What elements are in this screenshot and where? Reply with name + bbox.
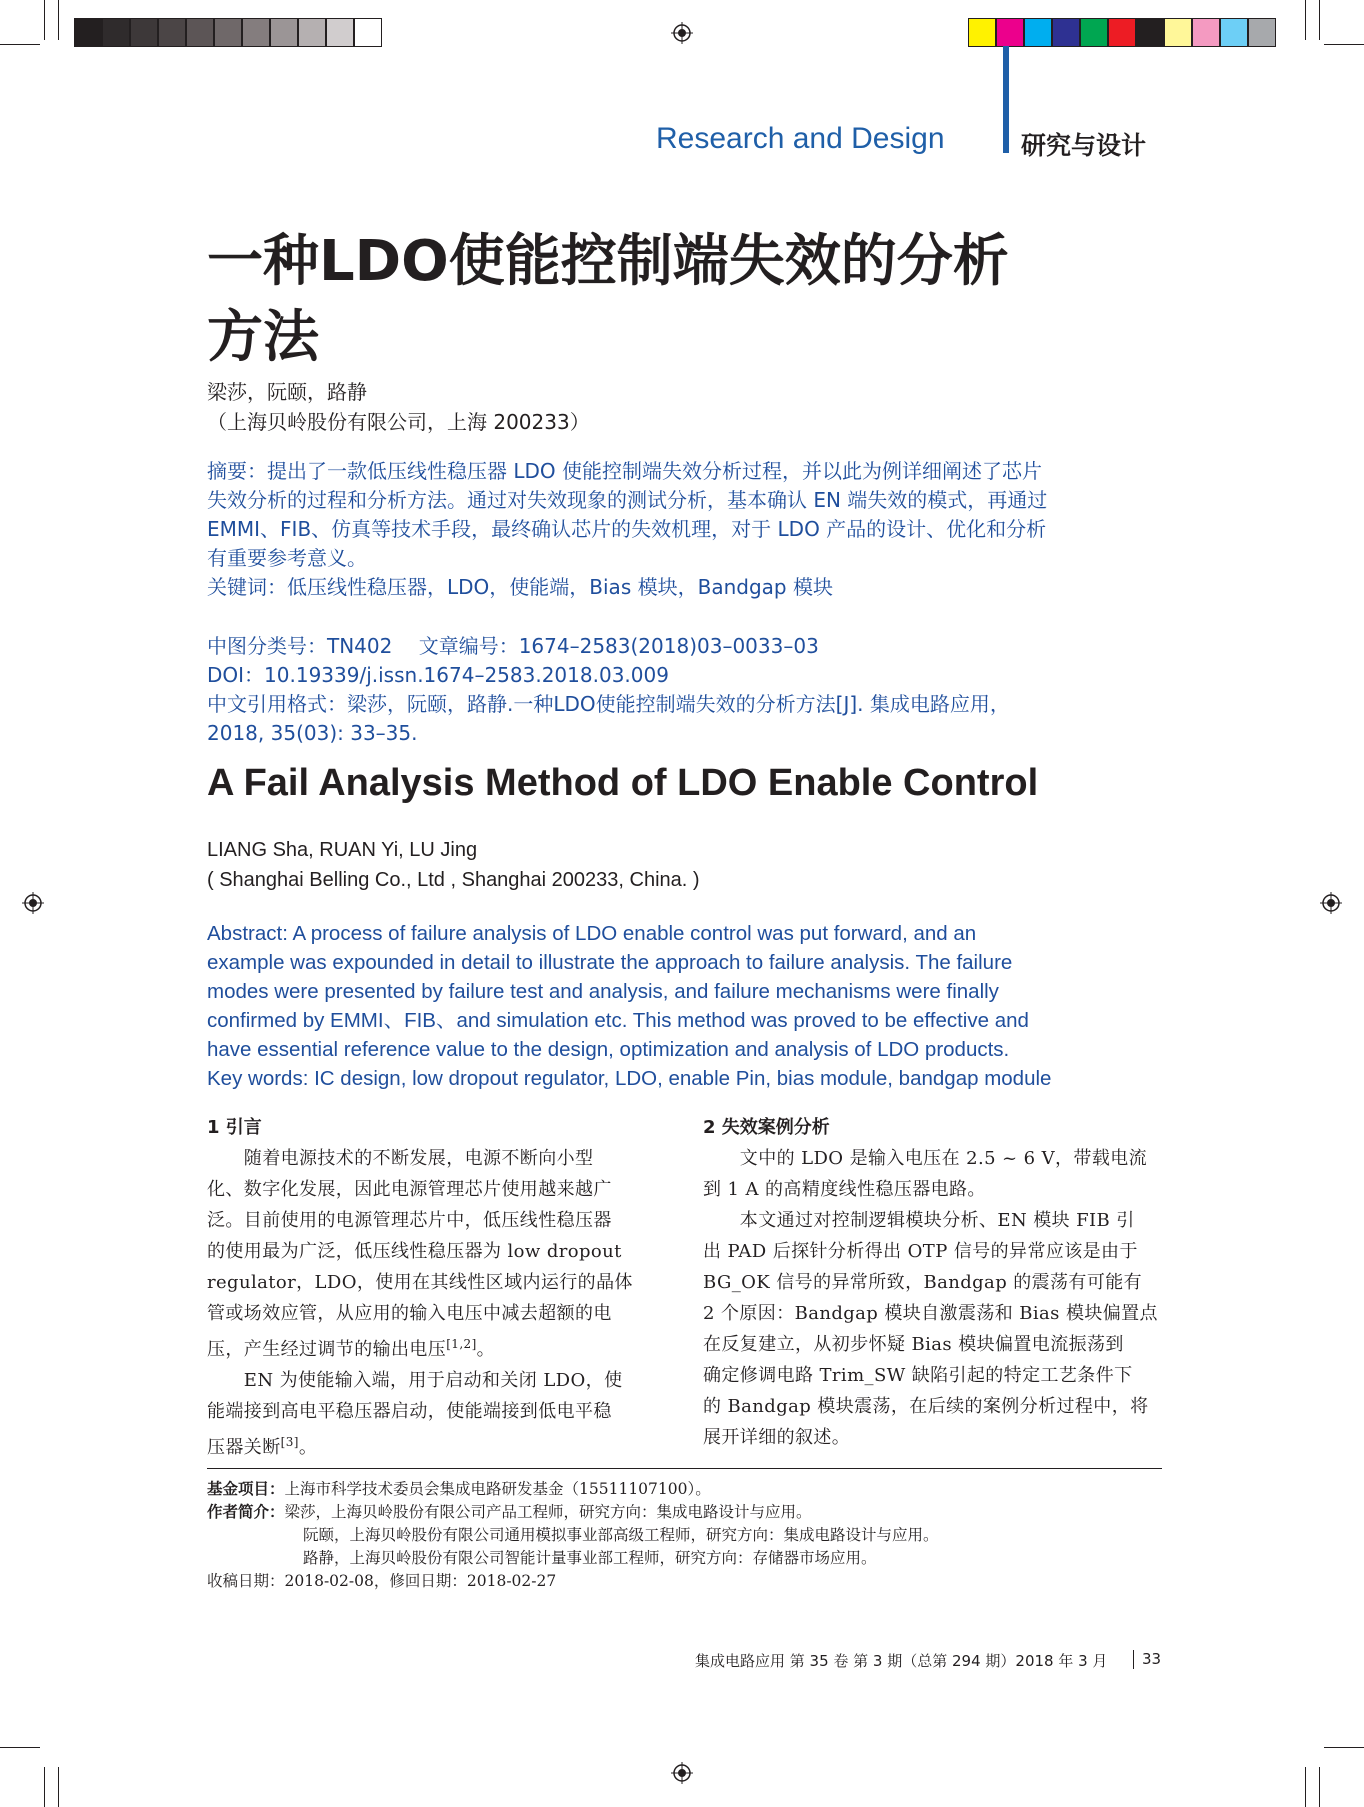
gray-swatch — [158, 18, 186, 47]
color-swatch — [1136, 18, 1164, 47]
color-swatch — [1192, 18, 1220, 47]
author-note — [207, 1501, 1167, 1524]
title-line: 一种LDO使能控制端失效的分析 — [207, 229, 1009, 294]
section-body — [207, 1143, 667, 1463]
color-swatch — [1248, 18, 1276, 47]
section-1 — [207, 1115, 667, 1463]
body-text: 。 — [476, 1339, 496, 1360]
body-text: 。 — [298, 1437, 318, 1458]
body-line — [207, 1427, 667, 1463]
color-swatch — [1108, 18, 1136, 47]
section-heading: 2 失效案例分析 — [703, 1117, 830, 1138]
fund-text: 上海市科学技术委员会集成电路研发基金（15511107100）。 — [284, 1480, 711, 1498]
affiliation-cn: （上海贝岭股份有限公司，上海 200233） — [207, 410, 590, 434]
author-label: 作者简介： — [207, 1503, 285, 1521]
body-line: 的使用最为广泛，低压线性稳压器为 low dropout — [207, 1241, 622, 1262]
keywords-cn: 关键词：低压线性稳压器，LDO，使能端，Bias 模块，Bandgap 模块 — [207, 575, 833, 599]
body-line: 随着电源技术的不断发展，电源不断向小型 — [207, 1148, 594, 1169]
crosshair-target-icon — [671, 22, 693, 44]
gray-swatch — [74, 18, 102, 47]
abstract-line: 有重要参考意义。 — [207, 546, 367, 570]
citation-format: 2018, 35(03): 33–35. — [207, 721, 418, 745]
abstract-line: 失效分析的过程和分析方法。通过对失效现象的测试分析，基本确认 EN 端失效的模式，再通过 — [207, 488, 1048, 512]
author-bio: 阮颐，上海贝岭股份有限公司通用模拟事业部高级工程师，研究方向：集成电路设计与应用。 — [303, 1526, 939, 1544]
fund-label: 基金项目： — [207, 1480, 285, 1498]
authors-cn: 梁莎，阮颐，路静 — [207, 380, 367, 404]
abstract-line: EMMI、FIB、仿真等技术手段，最终确认芯片的失效机理，对于 LDO 产品的设计、优化和分析 — [207, 517, 1047, 541]
journal-footer: 集成电路应用 第 35 卷 第 3 期（总第 294 期）2018 年 3 月 — [695, 1652, 1108, 1670]
crosshair-target-icon — [1320, 892, 1342, 914]
color-swatch — [996, 18, 1024, 47]
section-body — [703, 1143, 1163, 1453]
doi: DOI：10.19339/j.issn.1674–2583.2018.03.009 — [207, 663, 669, 687]
body-line: 本文通过对控制逻辑模块分析、EN 模块 FIB 引 — [703, 1210, 1135, 1231]
footer-divider — [1133, 1650, 1134, 1669]
article-title-en: A Fail Analysis Method of LDO Enable Control — [207, 762, 1039, 804]
gray-swatch — [298, 18, 326, 47]
body-line: 的 Bandgap 模块震荡，在后续的案例分析过程中，将 — [703, 1396, 1149, 1417]
body-line: BG_OK 信号的异常所致，Bandgap 的震荡有可能有 — [703, 1272, 1143, 1293]
affiliation-en: ( Shanghai Belling Co., Ltd , Shanghai 200233, China. ) — [207, 869, 700, 891]
classification-number: 中图分类号：TN402 文章编号：1674–2583(2018)03–0033–03 — [207, 634, 819, 658]
gray-swatch — [130, 18, 158, 47]
body-line: 文中的 LDO 是输入电压在 2.5 ~ 6 V，带载电流 — [703, 1148, 1148, 1169]
section-heading: 1 引言 — [207, 1117, 262, 1138]
color-swatch — [1220, 18, 1248, 47]
header-accent-bar — [1003, 46, 1009, 153]
color-swatch — [1052, 18, 1080, 47]
body-line: 到 1 A 的高精度线性稳压器电路。 — [703, 1179, 986, 1200]
gray-swatch — [186, 18, 214, 47]
page-number: 33 — [1142, 1650, 1162, 1668]
crosshair-target-icon — [22, 892, 44, 914]
received-dates: 收稿日期：2018-02-08，修回日期：2018-02-27 — [207, 1572, 557, 1590]
gray-swatch — [242, 18, 270, 47]
body-text: 压，产生经过调节的输出电压 — [207, 1339, 447, 1360]
author-bio: 梁莎，上海贝岭股份有限公司产品工程师，研究方向：集成电路设计与应用。 — [284, 1503, 812, 1521]
abstract-line: example was expounded in detail to illustrate the approach to failure analysis. The failure — [207, 951, 1013, 974]
color-swatch — [1024, 18, 1052, 47]
crosshair-target-icon — [671, 1762, 693, 1784]
body-line: 出 PAD 后探针分析得出 OTP 信号的异常应该是由于 — [703, 1241, 1138, 1262]
body-line: 2 个原因：Bandgap 模块自激震荡和 Bias 模块偏置点 — [703, 1303, 1158, 1324]
footnote-divider — [207, 1468, 1162, 1469]
section-2 — [703, 1115, 1163, 1453]
abstract-line: modes were presented by failure test and analysis, and failure mechanisms were finally — [207, 980, 999, 1003]
abstract-line: Abstract: A process of failure analysis of LDO enable control was put forward, and an — [207, 922, 977, 945]
gray-swatch — [270, 18, 298, 47]
abstract-cn — [207, 457, 1167, 602]
abstract-en — [207, 919, 1167, 1093]
title-line: 方法 — [207, 305, 319, 370]
section-label-en: Research and Design — [656, 122, 945, 155]
body-line: 化、数字化发展，因此电源管理芯片使用越来越广 — [207, 1179, 612, 1200]
citation-ref[interactable]: [3] — [280, 1435, 299, 1449]
footnotes — [207, 1478, 1167, 1593]
gray-swatch — [326, 18, 354, 47]
article-metadata — [207, 632, 1167, 748]
section-label-cn: 研究与设计 — [1021, 131, 1147, 160]
body-line: 能端接到高电平稳压器启动，使能端接到低电平稳 — [207, 1401, 612, 1422]
color-swatch — [1164, 18, 1192, 47]
body-line — [207, 1329, 667, 1365]
citation-format: 中文引用格式：梁莎，阮颐，路静.一种LDO使能控制端失效的分析方法[J]. 集成电路应用， — [207, 692, 1010, 716]
authors-en: LIANG Sha, RUAN Yi, LU Jing — [207, 839, 478, 861]
abstract-line: confirmed by EMMI、FIB、and simulation etc. This method was proved to be effective and — [207, 1009, 1029, 1032]
body-line: EN 为使能输入端，用于启动和关闭 LDO，使 — [207, 1370, 623, 1391]
body-line: 管或场效应管，从应用的输入电压中减去超额的电 — [207, 1303, 612, 1324]
body-line: 确定修调电路 Trim_SW 缺陷引起的特定工艺条件下 — [703, 1365, 1133, 1386]
abstract-line: have essential reference value to the design, optimization and analysis of LDO products. — [207, 1038, 1010, 1061]
gray-swatch — [102, 18, 130, 47]
fund-note — [207, 1478, 1167, 1501]
article-title-cn — [207, 224, 1107, 376]
gray-swatch — [354, 18, 382, 47]
body-text: 压器关断 — [207, 1437, 281, 1458]
color-swatch — [1080, 18, 1108, 47]
body-line: 展开详细的叙述。 — [703, 1427, 851, 1448]
citation-ref[interactable]: [1,2] — [446, 1337, 477, 1351]
gray-swatch — [214, 18, 242, 47]
color-swatch — [968, 18, 996, 47]
body-line: 在反复建立，从初步怀疑 Bias 模块偏置电流振荡到 — [703, 1334, 1124, 1355]
abstract-line: 摘要：提出了一款低压线性稳压器 LDO 使能控制端失效分析过程，并以此为例详细阐述了芯片 — [207, 459, 1042, 483]
body-line: 泛。目前使用的电源管理芯片中，低压线性稳压器 — [207, 1210, 612, 1231]
body-line: regulator，LDO，使用在其线性区域内运行的晶体 — [207, 1272, 633, 1293]
keywords-en: Key words: IC design, low dropout regulator, LDO, enable Pin, bias module, bandgap module — [207, 1067, 1052, 1090]
author-bio: 路静，上海贝岭股份有限公司智能计量事业部工程师，研究方向：存储器市场应用。 — [303, 1549, 877, 1567]
